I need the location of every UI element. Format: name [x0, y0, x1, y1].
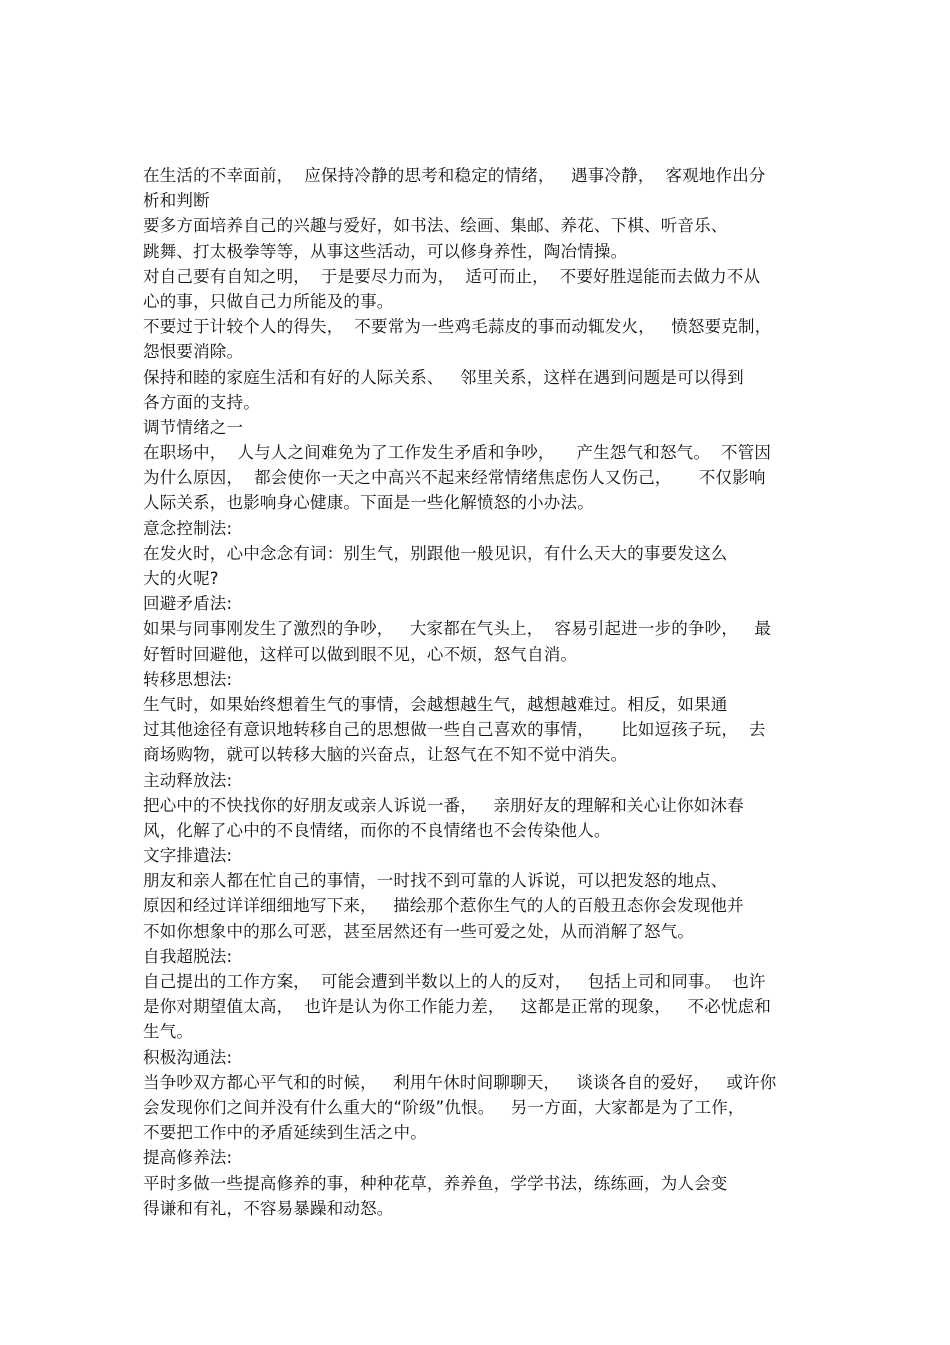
- text-line: 生气。: [143, 1022, 194, 1042]
- text-line: 调节情绪之一: [143, 417, 244, 437]
- text-line: 好暂时回避他，这样可以做到眼不见，心不烦，怒气自消。: [143, 644, 578, 664]
- text-line: 会发现你们之间并没有什么重大的“阶级”仇恨。 另一方面，大家都是为了工作，: [143, 1097, 745, 1117]
- text-line: 为什么原因， 都会使你一天之中高兴不起来经常情绪焦虑伤人又伤己， 不仅影响: [143, 468, 766, 488]
- text-line: 主动释放法:: [143, 770, 233, 790]
- text-line: 在职场中， 人与人之间难免为了工作发生矛盾和争吵， 产生怨气和怒气。 不管因: [143, 443, 772, 463]
- text-line: 朋友和亲人都在忙自己的事情，一时找不到可靠的人诉说，可以把发怒的地点、: [143, 871, 728, 891]
- text-line: 要多方面培养自己的兴趣与爱好，如书法、绘画、集邮、养花、下棋、听音乐、: [143, 216, 728, 236]
- text-line: 商场购物，就可以转移大脑的兴奋点，让怒气在不知不觉中消失。: [143, 745, 628, 765]
- text-line: 积极沟通法:: [143, 1047, 233, 1067]
- text-line: 得谦和有礼，不容易暴躁和动怒。: [143, 1198, 394, 1218]
- text-line: 提高修养法:: [143, 1148, 233, 1168]
- text-line: 析和判断: [143, 191, 210, 211]
- text-line: 对自己要有自知之明， 于是要尽力而为， 适可而止， 不要好胜逞能而去做力不从: [143, 266, 761, 286]
- text-line: 人际关系，也影响身心健康。下面是一些化解愤怒的小办法。: [143, 493, 594, 513]
- text-line: 是你对期望值太高， 也许是认为你工作能力差， 这都是正常的现象， 不必忧虑和: [143, 997, 772, 1017]
- text-line: 原因和经过详详细细地写下来， 描绘那个惹你生气的人的百般丑态你会发现他并: [143, 896, 744, 916]
- text-line: 不要过于计较个人的得失， 不要常为一些鸡毛蒜皮的事而动辄发火， 愤怒要克制，: [143, 317, 772, 337]
- text-line: 心的事，只做自己力所能及的事。: [143, 291, 394, 311]
- text-line: 意念控制法:: [143, 518, 233, 538]
- text-line: 当争吵双方都心平气和的时候， 利用午休时间聊聊天， 谈谈各自的爱好， 或许你: [143, 1072, 777, 1092]
- text-line: 文字排遣法:: [143, 846, 233, 866]
- text-line: 如果与同事刚发生了激烈的争吵， 大家都在气头上， 容易引起进一步的争吵， 最: [143, 619, 772, 639]
- text-line: 平时多做一些提高修养的事，种种花草，养养鱼，学学书法，练练画，为人会变: [143, 1173, 728, 1193]
- text-line: 跳舞、打太极拳等等，从事这些活动，可以修身养性，陶冶情操。: [143, 241, 628, 261]
- text-line: 把心中的不快找你的好朋友或亲人诉说一番， 亲朋好友的理解和关心让你如沐春: [143, 795, 744, 815]
- text-line: 不如你想象中的那么可恶，甚至居然还有一些可爱之处，从而消解了怒气。: [143, 921, 695, 941]
- text-line: 风，化解了心中的不良情绪，而你的不良情绪也不会传染他人。: [143, 820, 611, 840]
- text-line: 在生活的不幸面前， 应保持冷静的思考和稳定的情绪， 遇事冷静， 客观地作出分: [143, 166, 766, 185]
- text-line: 不要把工作中的矛盾延续到生活之中。: [143, 1123, 427, 1143]
- text-line: 生气时，如果始终想着生气的事情，会越想越生气，越想越难过。相反，如果通: [143, 694, 728, 714]
- text-line: 过其他途径有意识地转移自己的思想做一些自己喜欢的事情， 比如逗孩子玩， 去: [143, 720, 766, 740]
- text-line: 回避矛盾法:: [143, 594, 233, 614]
- text-line: 在发火时，心中念念有词：别生气，别跟他一般见识，有什么天大的事要发这么: [143, 543, 728, 563]
- text-line: 保持和睦的家庭生活和有好的人际关系、 邻里关系，这样在遇到问题是可以得到: [143, 367, 744, 387]
- text-line: 自己提出的工作方案， 可能会遭到半数以上的人的反对， 包括上司和同事。 也许: [143, 972, 766, 991]
- document-body: [143, 163, 815, 1221]
- text-line: 各方面的支持。: [143, 392, 260, 412]
- text-line: 大的火呢?: [143, 569, 219, 588]
- text-line: 自我超脱法:: [143, 946, 233, 966]
- text-line: 怨恨要消除。: [143, 342, 244, 362]
- text-line: 转移思想法:: [143, 669, 233, 689]
